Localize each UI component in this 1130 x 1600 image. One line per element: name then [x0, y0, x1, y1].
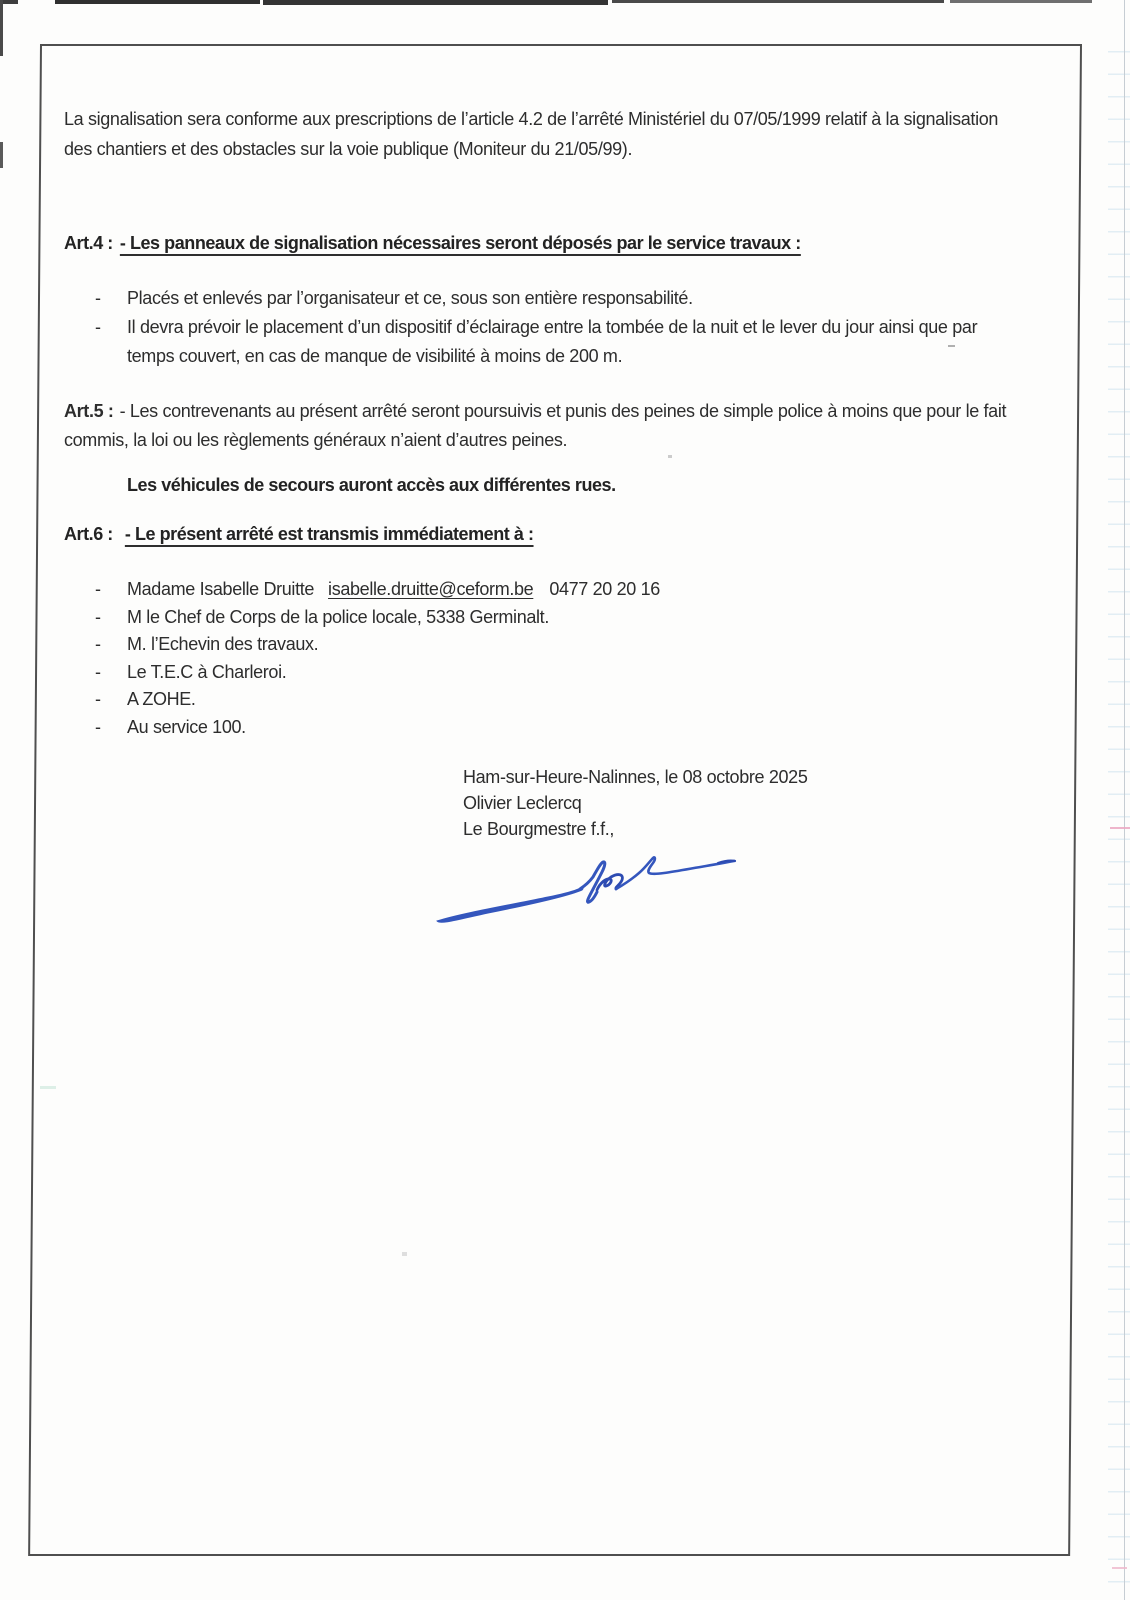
article-4-bullet-list	[64, 284, 1026, 371]
article-6-label: Art.6 :	[64, 524, 113, 544]
bullet-dash: -	[95, 661, 101, 682]
signature-place-date: Ham-sur-Heure-Nalinnes, le 08 octobre 2025	[463, 767, 808, 787]
recipient-name: Madame Isabelle Druitte	[127, 579, 315, 599]
scan-edge-ruled-paper	[1108, 30, 1130, 1600]
scan-speck	[40, 1086, 56, 1089]
list-item	[64, 714, 1026, 742]
recipient-text: M le Chef de Corps de la police locale, 5338 Germinalt.	[127, 606, 549, 627]
scan-artifact-top-edge	[263, 0, 608, 5]
recipient-email: isabelle.druitte@ceform.be	[328, 579, 534, 599]
bullet-dash: -	[95, 689, 101, 709]
scan-artifact-left-edge	[0, 142, 3, 168]
article-4-heading-text: - Les panneaux de signalisation nécessaires seront déposés par le service travaux :	[119, 233, 801, 253]
signature-stroke-base	[437, 888, 583, 923]
article-5-body: - Les contrevenants au présent arrêté seront poursuivis et punis des peines de simple police à moins que pour le fait commis, la loi ou les règlements généraux n’aient d’autres peines.	[64, 401, 1007, 450]
scan-artifact-left-edge	[0, 0, 3, 56]
bullet-dash: -	[95, 579, 101, 599]
article-4-heading	[64, 228, 1026, 258]
bullet-dash: -	[95, 317, 101, 337]
bullet-dash: -	[95, 606, 101, 627]
article-5-label: Art.5 :	[64, 401, 114, 421]
recipient-primary	[127, 576, 1026, 604]
recipient-text: Au service 100.	[127, 716, 246, 737]
document-content	[64, 104, 1026, 842]
list-item	[64, 686, 1026, 714]
signature-name: Olivier Leclercq	[463, 793, 582, 813]
recipient-phone: 0477 20 20 16	[549, 579, 660, 599]
recipient-text: A ZOHE.	[127, 689, 196, 709]
scan-edge-pink-rule	[1110, 827, 1130, 829]
signature-ink	[420, 835, 760, 930]
emergency-access-note: Les véhicules de secours auront accès aux différentes rues.	[127, 475, 616, 495]
list-item	[64, 631, 1026, 659]
bullet-dash: -	[95, 634, 101, 654]
article-5-paragraph	[64, 397, 1026, 455]
list-item	[64, 659, 1026, 687]
bullet-dash: -	[95, 288, 101, 308]
intro-paragraph: La signalisation sera conforme aux prescriptions de l’article 4.2 de l’arrêté Ministériel du 07/05/1999 relatif à la signalisation des chantiers et des obstacles sur la voie publique (Moniteur du 21/05/99).	[64, 109, 999, 159]
article-6-recipient-list	[64, 576, 1026, 741]
scan-artifact-top-edge	[55, 0, 260, 4]
list-item	[64, 284, 1026, 313]
list-item	[64, 313, 1026, 371]
scan-edge-pink-rule	[1112, 1567, 1127, 1569]
recipient-text: M. l’Echevin des travaux.	[127, 634, 319, 654]
article-6-heading	[64, 519, 1026, 549]
list-item	[64, 576, 1026, 604]
scan-speck	[402, 1252, 407, 1256]
signature-title: Le Bourgmestre f.f.,	[463, 819, 615, 839]
list-item	[64, 604, 1026, 632]
signature-stroke-tail	[616, 857, 734, 889]
article-4-label: Art.4 :	[64, 233, 113, 253]
scan-artifact-top-edge	[950, 0, 1092, 3]
recipient-text: Le T.E.C à Charleroi.	[127, 661, 287, 682]
scan-edge-paper-line	[1124, 0, 1125, 1600]
bullet-text: Placés et enlevés par l’organisateur et ce, sous son entière responsabilité.	[127, 288, 693, 308]
scan-artifact-top-edge	[612, 0, 944, 3]
bullet-dash: -	[95, 716, 101, 737]
bullet-text: Il devra prévoir le placement d’un dispositif d’éclairage entre la tombée de la nuit et le lever du jour ainsi que par temps couvert, en cas de manque de visibilité à moins de 200 m.	[127, 317, 978, 366]
article-6-heading-text: - Le présent arrêté est transmis immédiatement à :	[124, 524, 534, 544]
signature-block	[463, 764, 1026, 842]
